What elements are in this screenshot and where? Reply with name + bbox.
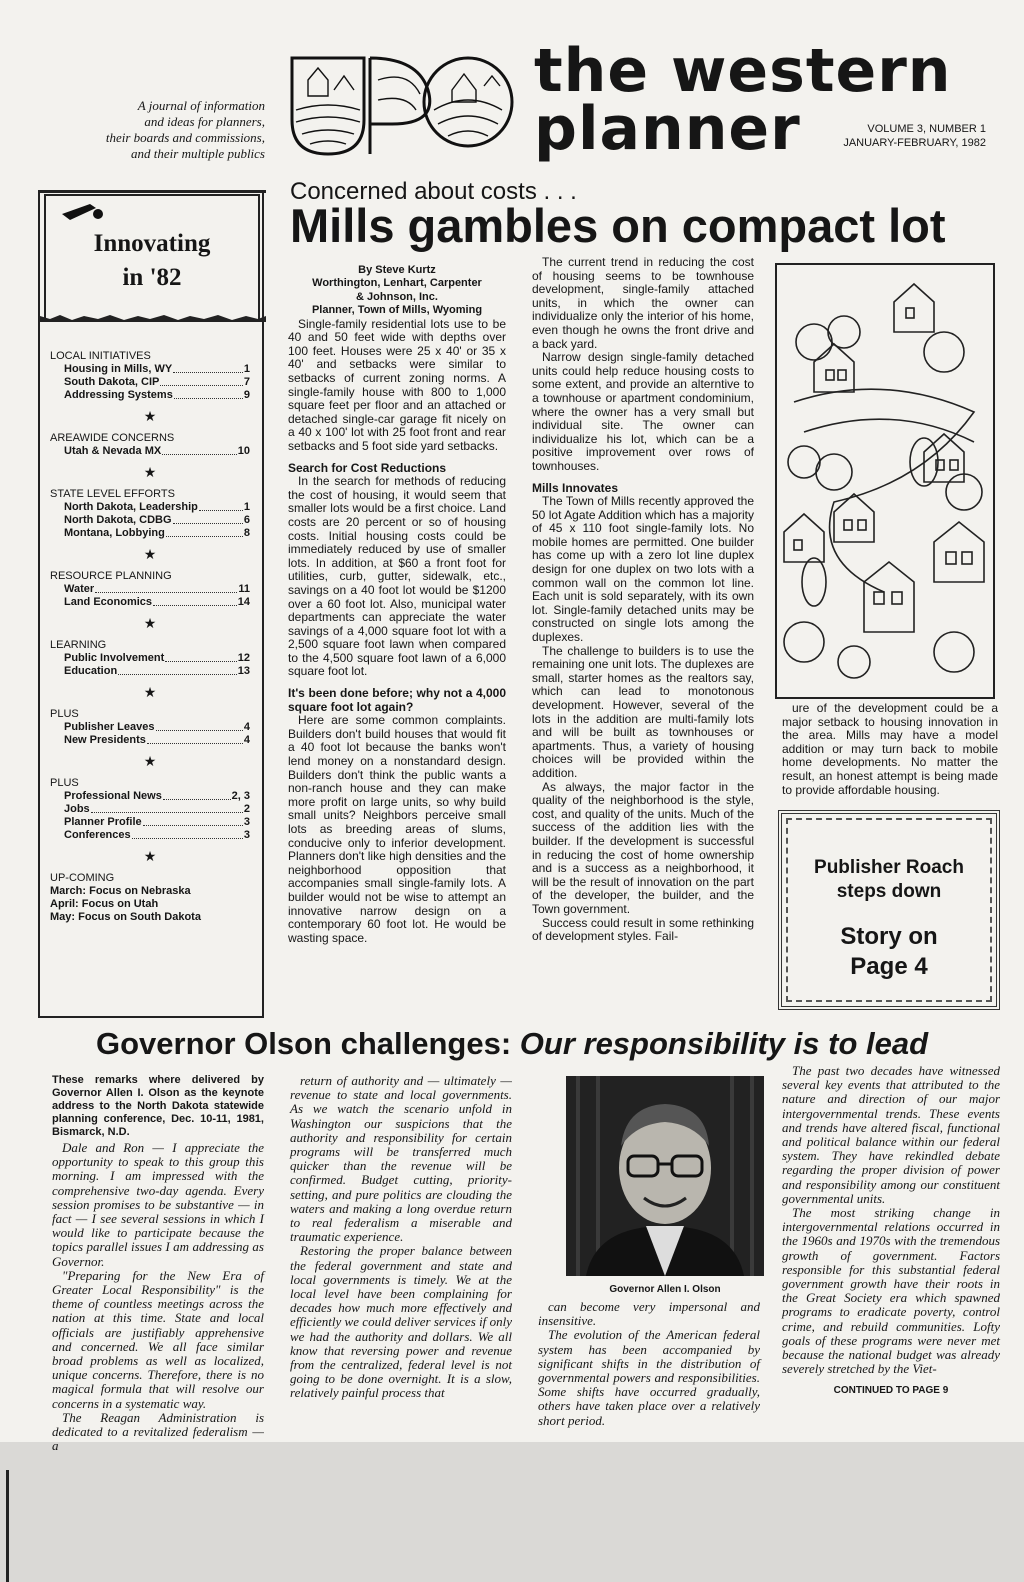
subhead: It's been done before; why not a 4,000 square foot lot again? [288, 686, 506, 714]
governor-column-2 [290, 1074, 512, 1401]
toc-entry-page: 14 [237, 596, 250, 608]
toc-entry-label: Utah & Nevada MX [64, 445, 162, 457]
paragraph: Dale and Ron — I appreciate the opportunity to speak to this group this morning. I am impressed with the comprehensive two-day agenda. Every session promises to be substantive — in fact — I see several sessions in which I would like to participate because the topics parallel issues I am addressing as Governor. [52, 1140, 264, 1269]
paragraph: can become very impersonal and insensitive. [538, 1299, 760, 1329]
toc-entry-label: Montana, Lobbying [64, 527, 165, 539]
upcoming-title: UP-COMING [50, 872, 115, 884]
toc-leader-dots [173, 363, 243, 373]
neighborhood-illustration [774, 262, 996, 700]
paragraph: The most striking change in intergovernmental relations occurred in the 1960s and 1970s with the tremendous growth of government. Factors responsible for this substantial federal government growth have their roots in the Great Society era which spawned programs to eradicate poverty, control crime, and rebuild communities. Lofty goals of these programs were never met because the national budget was already severely stretched by the Viet- [782, 1205, 1000, 1377]
toc-section-title: AREAWIDE CONCERNS [50, 432, 175, 444]
toc-entry-label: Education [64, 665, 118, 677]
masthead-tagline: A journal of information and ideas for planners, their boards and commissions, and their multiple publics [105, 98, 265, 161]
toc-leader-dots [95, 583, 237, 593]
paragraph: Here are some common complaints. Builders don't build houses that would fit a 40 foot lot because the banks won't lend money on a nonstandard design. Builders don't think the public wants a non-ranch house and they can make more profit on large units, so why build small units? Neighbors perceive small lots as breeding areas of slums, conducive only to inferior development. Planners don't like high densities and the neighborhood opposition that accompanies small single-family lots. A builder would not be wise to attempt an innovative narrow design on a contemporary 60 foot lot. He would be wasting space. [288, 713, 506, 945]
toc-entry [50, 721, 250, 734]
toc-entry [50, 514, 250, 527]
toc-leader-dots [163, 790, 231, 800]
toc-entry [50, 652, 250, 665]
toc-leader-dots [143, 816, 243, 826]
toc-entry-label: North Dakota, CDBG [64, 514, 172, 526]
toc-entry [50, 363, 250, 376]
upcoming-item: April: Focus on Utah [50, 898, 159, 910]
toc-entry-label: New Presidents [64, 734, 146, 746]
paragraph: The Reagan Administration is dedicated to a revitalized federalism — a [52, 1409, 264, 1454]
toc-section-title: PLUS [50, 777, 79, 789]
toc-leader-dots [153, 596, 237, 606]
paragraph: Restoring the proper balance between the federal government and state and local governments is timely. We at the local level have been complaining for decades how much more effectively and efficiently we could deliver services if only we had the authority and dollars. We all know that reversing power and revenue from the centralized, federal level is not going to be done overnight. It is a slow, relatively painful process that [290, 1243, 512, 1401]
toc-entry-page: 12 [237, 652, 250, 664]
toc-section-title: RESOURCE PLANNING [50, 570, 172, 582]
upcoming-item: March: Focus on Nebraska [50, 885, 191, 897]
toc-entry-label: Housing in Mills, WY [64, 363, 173, 375]
toc-entry-page: 7 [243, 376, 250, 388]
toc-entry-page: 3 [243, 816, 250, 828]
star-divider: ★ [143, 546, 157, 562]
toc-entry-page: 13 [237, 665, 250, 677]
star-divider: ★ [143, 848, 157, 864]
paragraph: The past two decades have witnessed several key events that attributed to the nature and direction of our major intergovernmental trends. These events and trends have altered fiscal, functional and political balance within our federal system. They have rekindled debate regarding the proper division of power and responsibility among our constituent governmental units. [782, 1063, 1000, 1206]
paragraph: As always, the major factor in the quality of the neighborhood is the style, cost, and quality of the units. Much of the success of the addition lies with the builder. If the development is successful in reducing the cost of home ownership and is a success as a neighborhood, it will be the result of innovation on the part of the developer, the builder, and the Town government. [532, 779, 754, 916]
toc-section-title: LOCAL INITIATIVES [50, 350, 151, 362]
toc-entry [50, 665, 250, 678]
toc-entry-label: Planner Profile [64, 816, 142, 828]
issue-date: JANUARY-FEBRUARY, 1982 [843, 137, 986, 149]
toc-section-title: STATE LEVEL EFFORTS [50, 488, 175, 500]
toc-entry-page: 4 [243, 734, 250, 746]
contents-sidebar [38, 190, 264, 1018]
toc-section-title: LEARNING [50, 639, 107, 651]
toc-entry-page: 3 [243, 829, 250, 841]
upcoming-item: May: Focus on South Dakota [50, 911, 201, 923]
toc-entry [50, 376, 250, 389]
publisher-story-box [778, 810, 1000, 1010]
toc-entry-label: North Dakota, Leadership [64, 501, 198, 513]
paragraph: The evolution of the American federal system has been accompanied by significant shifts in the distribution of governmental powers and responsibilities. Some shifts have occurred gradually, others have taken place over a relatively short period. [538, 1327, 760, 1428]
continued-notice: CONTINUED TO PAGE 9 [833, 1385, 949, 1397]
star-divider: ★ [143, 464, 157, 480]
masthead-title: the western planner [534, 36, 952, 164]
governor-photo [566, 1076, 764, 1276]
toc-entry [50, 816, 250, 829]
toc-entry [50, 829, 250, 842]
paragraph: "Preparing for the New Era of Greater Local Responsibility" is the theme of countless meetings across the nation at this time. State and local officials are justifiably apprehensive and concerned. We all face similar broad problems as well as localized, unique concerns. Therefore, there is no magical formula that will resolve our concerns in a systematic way. [52, 1267, 264, 1411]
star-divider: ★ [143, 408, 157, 424]
toc-entry [50, 583, 250, 596]
toc-entry-page: 8 [243, 527, 250, 539]
toc-leader-dots [132, 829, 243, 839]
toc-leader-dots [174, 389, 243, 399]
toc-leader-dots [118, 665, 237, 675]
toc-entry-page: 10 [237, 445, 250, 457]
pen-icon [60, 200, 106, 222]
torn-edge [40, 312, 266, 322]
toc-entry [50, 445, 250, 458]
toc-entry-label: Public Involvement [64, 652, 165, 664]
toc-leader-dots [166, 527, 243, 537]
toc-leader-dots [147, 734, 243, 744]
toc-entry-label: Professional News [64, 790, 162, 802]
toc-entry-label: Addressing Systems [64, 389, 173, 401]
governor-column-4 [782, 1064, 1000, 1399]
governor-column-1 [52, 1074, 264, 1453]
toc-entry-page: 2, 3 [231, 790, 250, 802]
toc-entry-page: 11 [238, 583, 250, 595]
toc-leader-dots [165, 652, 237, 662]
toc-leader-dots [199, 501, 243, 511]
subhead: Search for Cost Reductions [288, 460, 447, 475]
issue-info [818, 122, 986, 150]
toc-entry [50, 596, 250, 609]
toc-entry-page: 2 [243, 803, 250, 815]
wp-logo-icon [288, 50, 518, 162]
toc-entry-page: 4 [243, 721, 250, 733]
paragraph: return of authority and — ultimately — revenue to state and local governments. As we watch the scenario unfold in Washington our suspicions that the authority and responsibility for certain programs will be transferred much quicker than the revenue will be confirmed. Budget cutting, priority-setting, and pure politics are clouding the waters and making a long overdue return to real federalism a miserable and traumatic experience. [290, 1073, 512, 1245]
star-divider: ★ [143, 615, 157, 631]
toc-entry-page: 1 [243, 363, 250, 375]
toc-leader-dots [156, 721, 243, 731]
toc-leader-dots [173, 514, 243, 524]
promo-line-2: in '82 [122, 264, 182, 291]
toc-entry-label: Land Economics [64, 596, 153, 608]
toc-leader-dots [160, 376, 243, 386]
paragraph: The challenge to builders is to use the remaining one unit lots. The duplexes are small, starter homes as the realtors say, which can lead to monotonous development. However, several of the lots in the addition are multi-family lots and will be built as townhouses or apartments. Thus, a variety of housing choices will be provided within the addition. [532, 643, 754, 780]
governor-headline: Governor Olson challenges: Our responsibility is to lead [96, 1026, 929, 1061]
paragraph: Single-family residential lots use to be 40 and 50 feet wide with depths over 100 feet. Houses were 25 x 40' or 35 x 40' and setbacks were similar to setbacks of current zoning norms. A single-family house with 800 to 1,000 square feet per floor and an attached or detached single-car garage fit nicely on a 40 x 100' lot with 25 foot front and rear setbacks and 5 foot side yard setbacks. [288, 316, 506, 453]
toc-leader-dots [91, 803, 243, 813]
star-divider: ★ [143, 753, 157, 769]
paragraph: ure of the development could be a major setback to housing innovation in the area. Mills may have a model addition or may turn back to mobile home developments. No matter the result, an honest attempt is being made to provide affordable housing. [782, 701, 998, 797]
story-column-2 [532, 256, 754, 944]
sidebar-top-rule [38, 190, 266, 193]
scan-edge [6, 1470, 9, 1582]
publisher-box-heading: Publisher Roach steps down [814, 857, 964, 902]
story-column-3 [782, 702, 998, 797]
governor-intro: These remarks where delivered by Governor Allen I. Olson as the keynote address to the North Dakota statewide planning conference, Dec. 10-11, 1981, Bismarck, N.D. [52, 1074, 264, 1138]
toc-entry-label: Publisher Leaves [64, 721, 155, 733]
toc-entry-page: 1 [243, 501, 250, 513]
paragraph: Success could result in some rethinking of development styles. Fail- [532, 915, 754, 944]
story-headline: Mills gambles on compact lot [290, 199, 946, 252]
paragraph: In the search for methods of reducing the cost of housing, it would seem that smaller lots would be a first choice. Land costs are 20 percent or so of housing costs. Initial housing costs could be immediately reduced by use of smaller lots. In addition, at $60 a front foot for utilities, curb, gutter, sidewalk, etc., savings on a 40 foot lot would be $1200 over a 60 foot lot. Also, municipal water departments can appreciate the water savings of a 4,000 square foot lot with a 2,500 square foot lawn when compared to the 4,500 square foot lawn of a 6,000 square foot lot. [288, 474, 506, 679]
paragraph: Narrow design single-family detached units could help reduce housing costs to some extent, and provide an alterntive to a townhouse or apartment condominium, where the owner has a very small but individual site. The owner can individualize his lot, which can be a positive improvement over rows of townhouses. [532, 350, 754, 473]
byline: By Steve Kurtz Worthington, Lenhart, Carpenter & Johnson, Inc. Planner, Town of Mills, Wyoming [311, 264, 483, 317]
toc-entry [50, 527, 250, 540]
photo-caption: Governor Allen I. Olson [609, 1284, 721, 1295]
promo-line-1: Innovating [93, 230, 211, 257]
star-divider: ★ [143, 684, 157, 700]
toc-entry [50, 501, 250, 514]
toc-entry-label: Conferences [64, 829, 131, 841]
toc-entry [50, 389, 250, 402]
scan-background-strip [0, 1442, 1024, 1582]
toc-entry [50, 790, 250, 803]
story-kicker: Concerned about costs . . . [290, 178, 577, 205]
toc-entry-label: Jobs [64, 803, 90, 815]
toc-entry [50, 803, 250, 816]
paragraph: The Town of Mills recently approved the 50 lot Agate Addition which has a majority of 45 x 110 foot single-family lots. No mobile homes are permitted. One builder has come up with a zero lot line duplex design for one duplex on two lots with a common wall on the common lot line. Each unit is sold separately, with its own lot. Single-family detached units may be constructed on single lots among the duplexes. [532, 494, 754, 645]
toc-entry-page: 6 [243, 514, 250, 526]
publisher-box-page-ref: Story on Page 4 [840, 923, 938, 980]
subhead: Mills Innovates [532, 480, 619, 495]
paragraph: The current trend in reducing the cost of housing seems to be townhouse development, single-family attached units, in which the owner can individualize only the interior of his home, even though he owns the front drive and a back yard. [532, 255, 754, 351]
toc-entry [50, 734, 250, 747]
toc-entry-label: Water [64, 583, 95, 595]
volume-number: VOLUME 3, NUMBER 1 [867, 123, 986, 135]
innovating-promo [44, 194, 260, 322]
story-column-1 [288, 264, 506, 945]
toc-entry-label: South Dakota, CIP [64, 376, 160, 388]
toc-leader-dots [162, 445, 237, 455]
toc-entry-page: 9 [243, 389, 250, 401]
toc-section-title: PLUS [50, 708, 79, 720]
governor-column-3 [538, 1300, 760, 1428]
table-of-contents [50, 348, 250, 924]
